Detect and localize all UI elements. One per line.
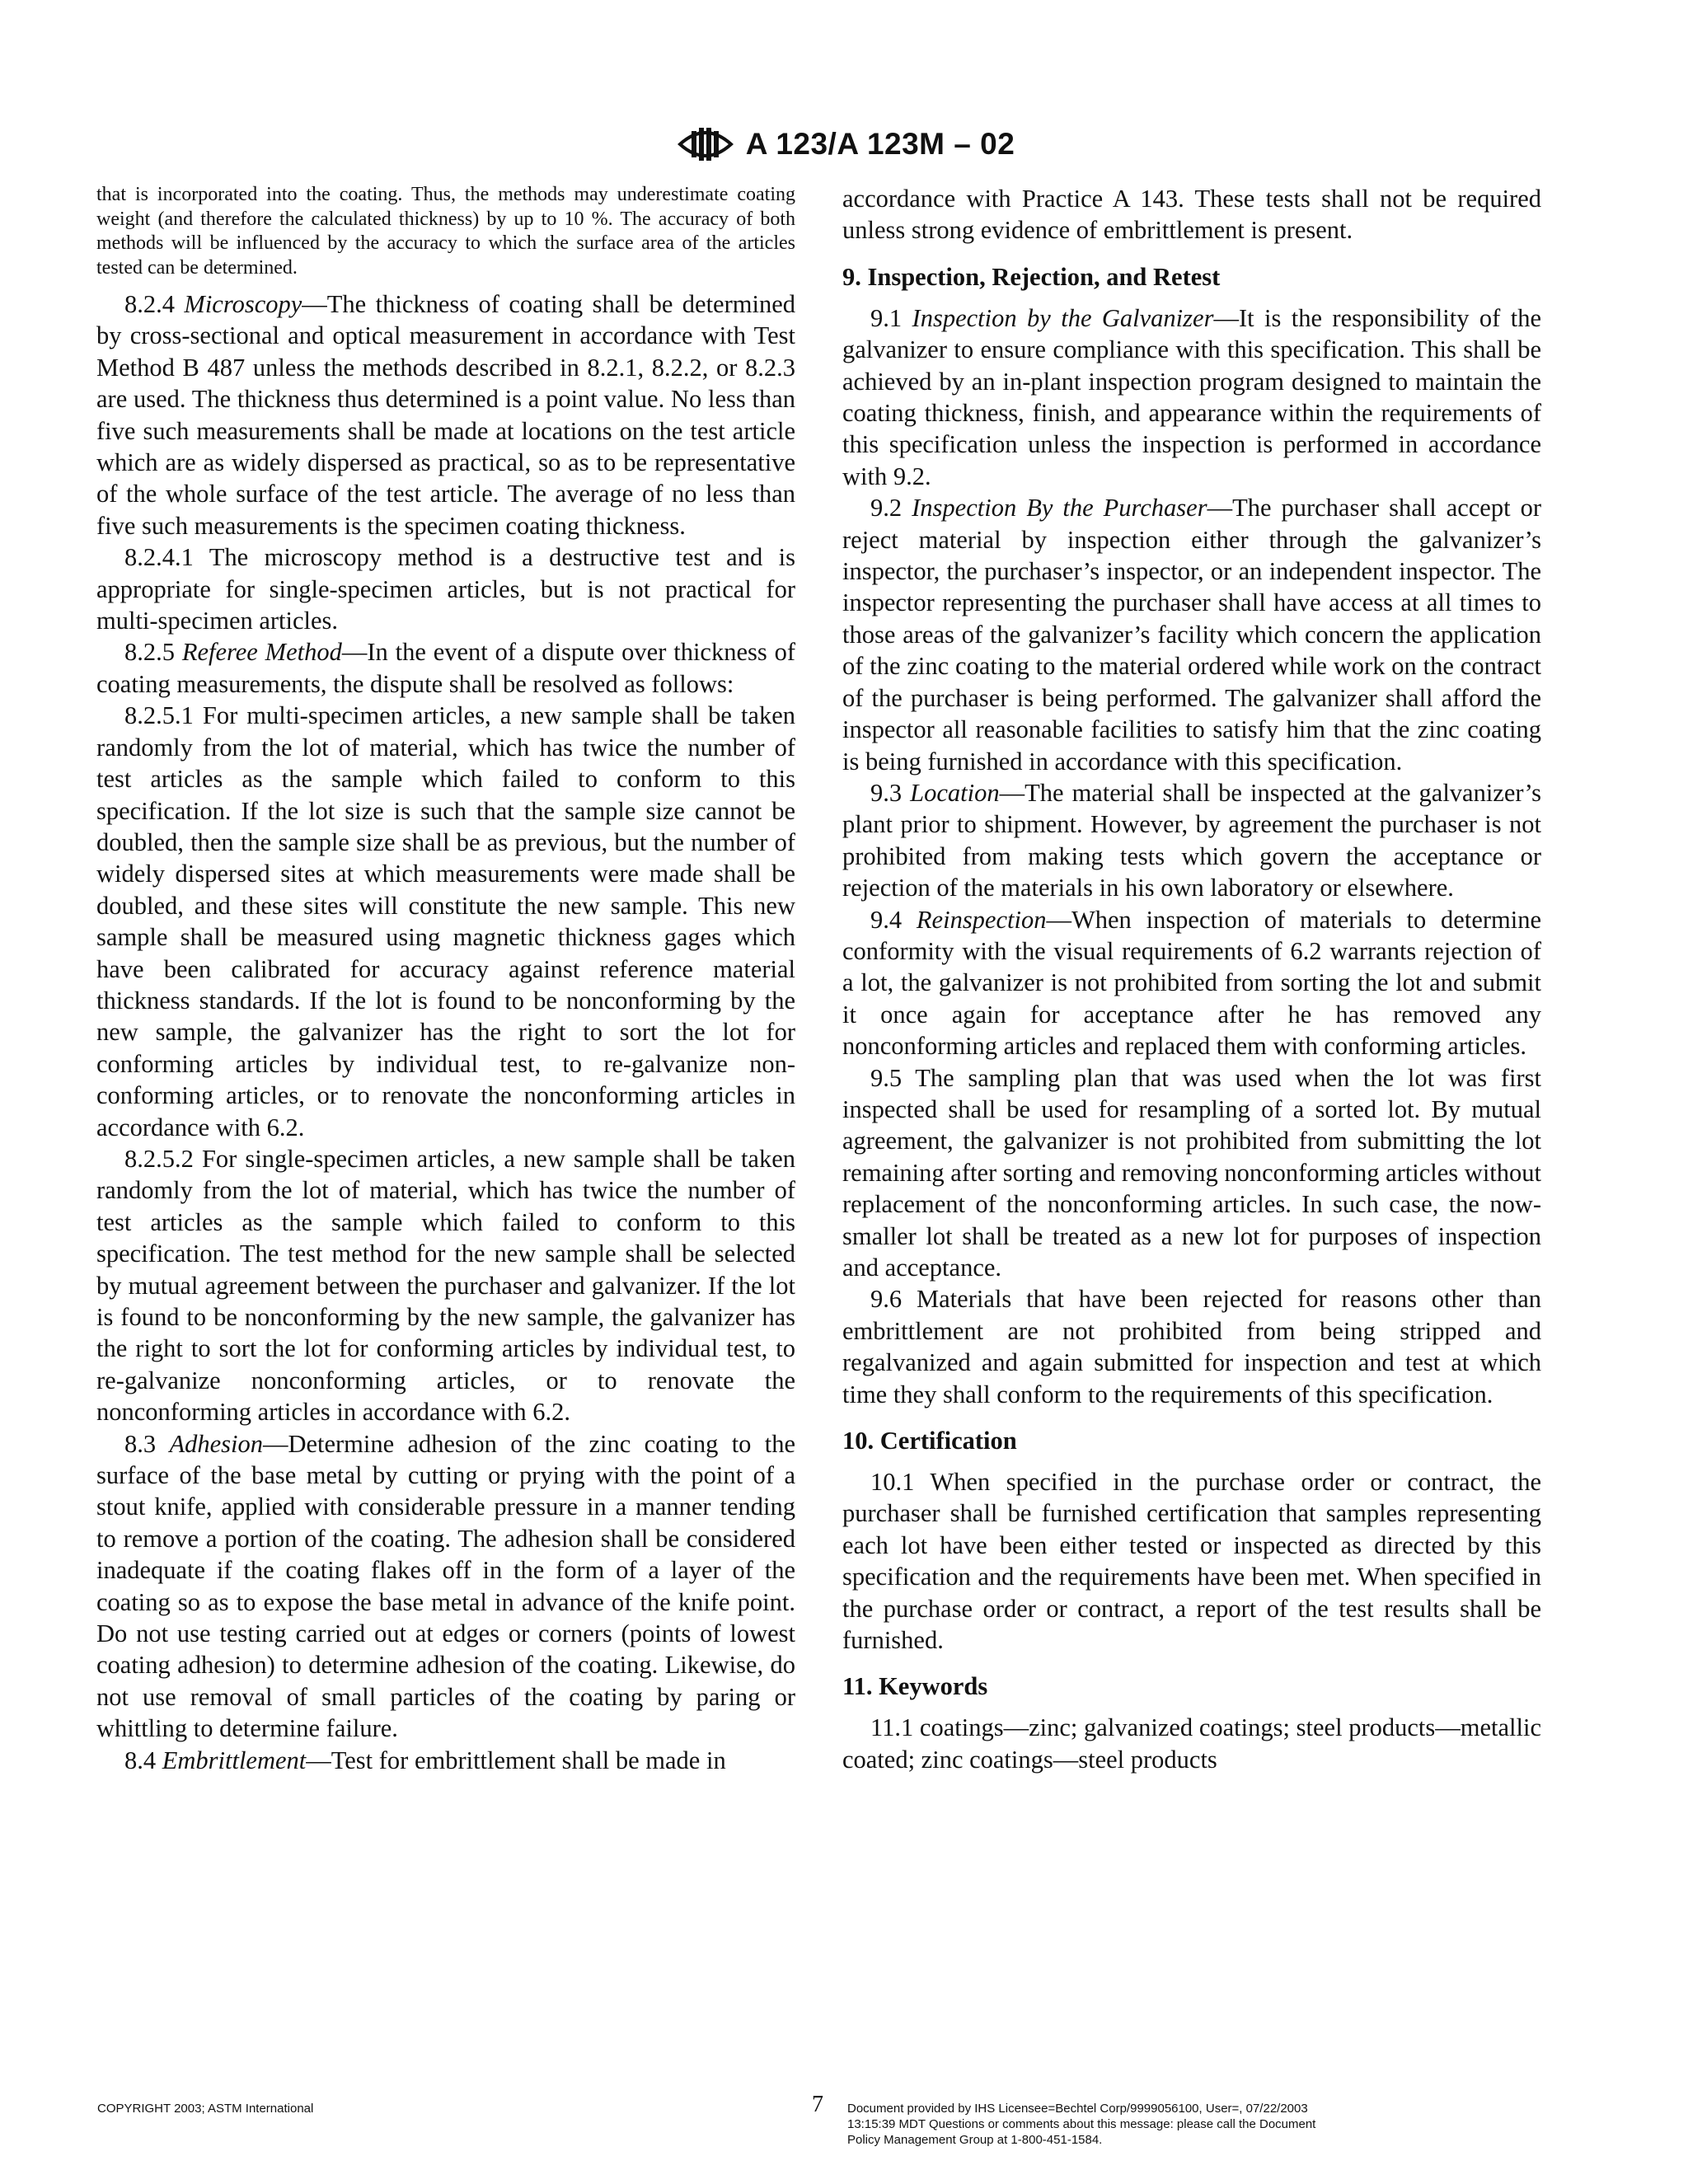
paragraph-8-2-5-2: 8.2.5.2 For single-specimen articles, a new sample shall be taken randomly from the lot of material, which has twice the number of test articles as the sample which failed to conform to this specification. The test method for the new sample shall be selected by mutual agreement between the purchaser and galvanizer. If the lot is found to be nonconforming by the new sample, the galvanizer has the right to sort the lot for conforming articles by individual test, to re-galvanize nonconforming articles, or to renovate the nonconforming articles in accordance with 6.2.	[96, 1144, 795, 1427]
section-heading-11: 11. Keywords	[842, 1672, 988, 1701]
paragraph-9-4: 9.4 Reinspection—When inspection of materials to determine conformity with the visual requirements of 6.2 warrants rejection of a lot, the galvanizer is not prohibited from sorting the lot and submit it once again for acceptance after he has removed any nonconforming articles and replaced them with conforming articles.	[842, 905, 1541, 1061]
paragraph-9-3: 9.3 Location—The material shall be inspected at the galvanizer’s plant prior to shipment. However, by agreement the purchaser is not prohibited from making tests which govern the acceptance or rejection of the materials in his own laboratory or elsewhere.	[842, 778, 1542, 902]
paragraph-8-2-4-1: 8.2.4.1 The microscopy method is a destructive test and is appropriate for single-specimen articles, but is not practical for multi-specimen articles.	[96, 543, 795, 635]
left-column	[96, 183, 795, 1776]
paragraph-continued: accordance with Practice A 143. These tests shall not be required unless strong evidence of embrittlement is present.	[842, 185, 1541, 245]
paragraph-9-6: 9.6 Materials that have been rejected for reasons other than embrittlement are not prohibited from being stripped and regalvanized and again submitted for inspection and test at which time they shall conform to the requirements of this specification.	[842, 1285, 1541, 1408]
paragraph-11-1: 11.1 coatings—zinc; galvanized coatings; steel products—metallic coated; zinc coatings—steel products	[842, 1713, 1541, 1774]
license-notice: Document provided by IHS Licensee=Bechtel Corp/9999056100, User=, 07/22/2003 13:15:39 MDT Questions or comments about this message: please call the Document Policy Management Group at 1-800-451-1584.	[847, 2102, 1316, 2147]
paragraph-8-2-5: 8.2.5 Referee Method—In the event of a dispute over thickness of coating measurements, the dispute shall be resolved as follows:	[96, 638, 795, 698]
document-designation: A 123/A 123M – 02	[745, 127, 1015, 161]
paragraph-8-3: 8.3 Adhesion—Determine adhesion of the zinc coating to the surface of the base metal by cutting or prying with the point of a stout knife, applied with considerable pressure in a manner tending to remove a portion of the coating. The adhesion shall be considered inadequate if the coating flakes off in the form of a layer of the coating so as to expose the base metal in advance of the knife point. Do not use testing carried out at edges or corners (points of lowest coating adhesion) to determine adhesion of the coating. Likewise, do not use removal of small particles of the coating by paring or whittling to determine failure.	[96, 1429, 795, 1743]
copyright-notice: COPYRIGHT 2003; ASTM International	[97, 2102, 314, 2116]
paragraph-9-1: 9.1 Inspection by the Galvanizer—It is the responsibility of the galvanizer to ensure compliance with this specification. This shall be achieved by an in-plant inspection program designed to maintain the coating thickness, finish, and appearance within the requirements of this specification unless the inspection is performed in accordance with 9.2.	[842, 303, 1541, 490]
astm-logo-icon	[673, 120, 738, 169]
paragraph-8-2-5-1: 8.2.5.1 For multi-specimen articles, a new sample shall be taken randomly from the lot of material, which has twice the number of test articles as the sample which failed to conform to this specification. If the lot size is such that the sample size cannot be doubled, then the sample size shall be as previous, but the number of widely dispersed sites at which measurements were made shall be doubled, and these sites will constitute the new sample. This new sample shall be measured using magnetic thickness gages which have been calibrated for accuracy against reference material thickness standards. If the lot is found to be nonconforming by the new sample, the galvanizer has the right to sort the lot for conforming articles by individual test, to re-galvanize non-conforming articles, or to renovate the nonconforming articles in accordance with 6.2.	[96, 701, 795, 1141]
paragraph-9-5: 9.5 The sampling plan that was used when the lot was first inspected shall be used for resampling of a sorted lot. By mutual agreement, the galvanizer is not prohibited from submitting the lot remaining after sorting and removing nonconforming articles without replacement of the nonconforming articles. In such case, the now-smaller lot shall be treated as a new lot for purposes of inspection and acceptance.	[842, 1063, 1541, 1282]
paragraph-continued: that is incorporated into the coating. Thus, the methods may underestimate coating weight (and therefore the calculated thickness) by up to 10 %. The accuracy of both methods will be influenced by the accuracy to which the surface area of the articles tested can be determined.	[96, 184, 795, 279]
paragraph-9-2: 9.2 Inspection By the Purchaser—The purchaser shall accept or reject material by inspection either through the galvanizer’s inspector, the purchaser’s inspector, or an independent inspector. The inspector representing the purchaser shall have access at all times to those areas of the galvanizer’s facility which concern the application of the zinc coating to the material ordered while work on the contract of the purchaser is being performed. The galvanizer shall afford the inspector all reasonable facilities to satisfy him that the zinc coating is being furnished in accordance with this specification.	[842, 494, 1541, 776]
right-column	[842, 183, 1541, 1775]
page-header	[0, 120, 1688, 169]
paragraph-8-4: 8.4 Embrittlement—Test for embrittlement shall be made in	[124, 1746, 726, 1774]
section-heading-9: 9. Inspection, Rejection, and Retest	[842, 262, 1221, 291]
paragraph-10-1: 10.1 When specified in the purchase order or contract, the purchaser shall be furnished certification that samples representing each lot have been either tested or inspected as directed by this specification and the requirements have been met. When specified in the purchase order or contract, a report of the test results shall be furnished.	[842, 1468, 1541, 1655]
paragraph-8-2-4: 8.2.4 Microscopy—The thickness of coating shall be determined by cross-sectional and optical measurement in accordance with Test Method B 487 unless the methods described in 8.2.1, 8.2.2, or 8.2.3 are used. The thickness thus determined is a point value. No less than five such measurements shall be made at locations on the test article which are as widely dispersed as practical, so as to be representative of the whole surface of the test article. The average of no less than five such measurements is the specimen coating thickness.	[96, 290, 795, 540]
section-heading-10: 10. Certification	[842, 1427, 1017, 1455]
page-number: 7	[812, 2092, 823, 2117]
